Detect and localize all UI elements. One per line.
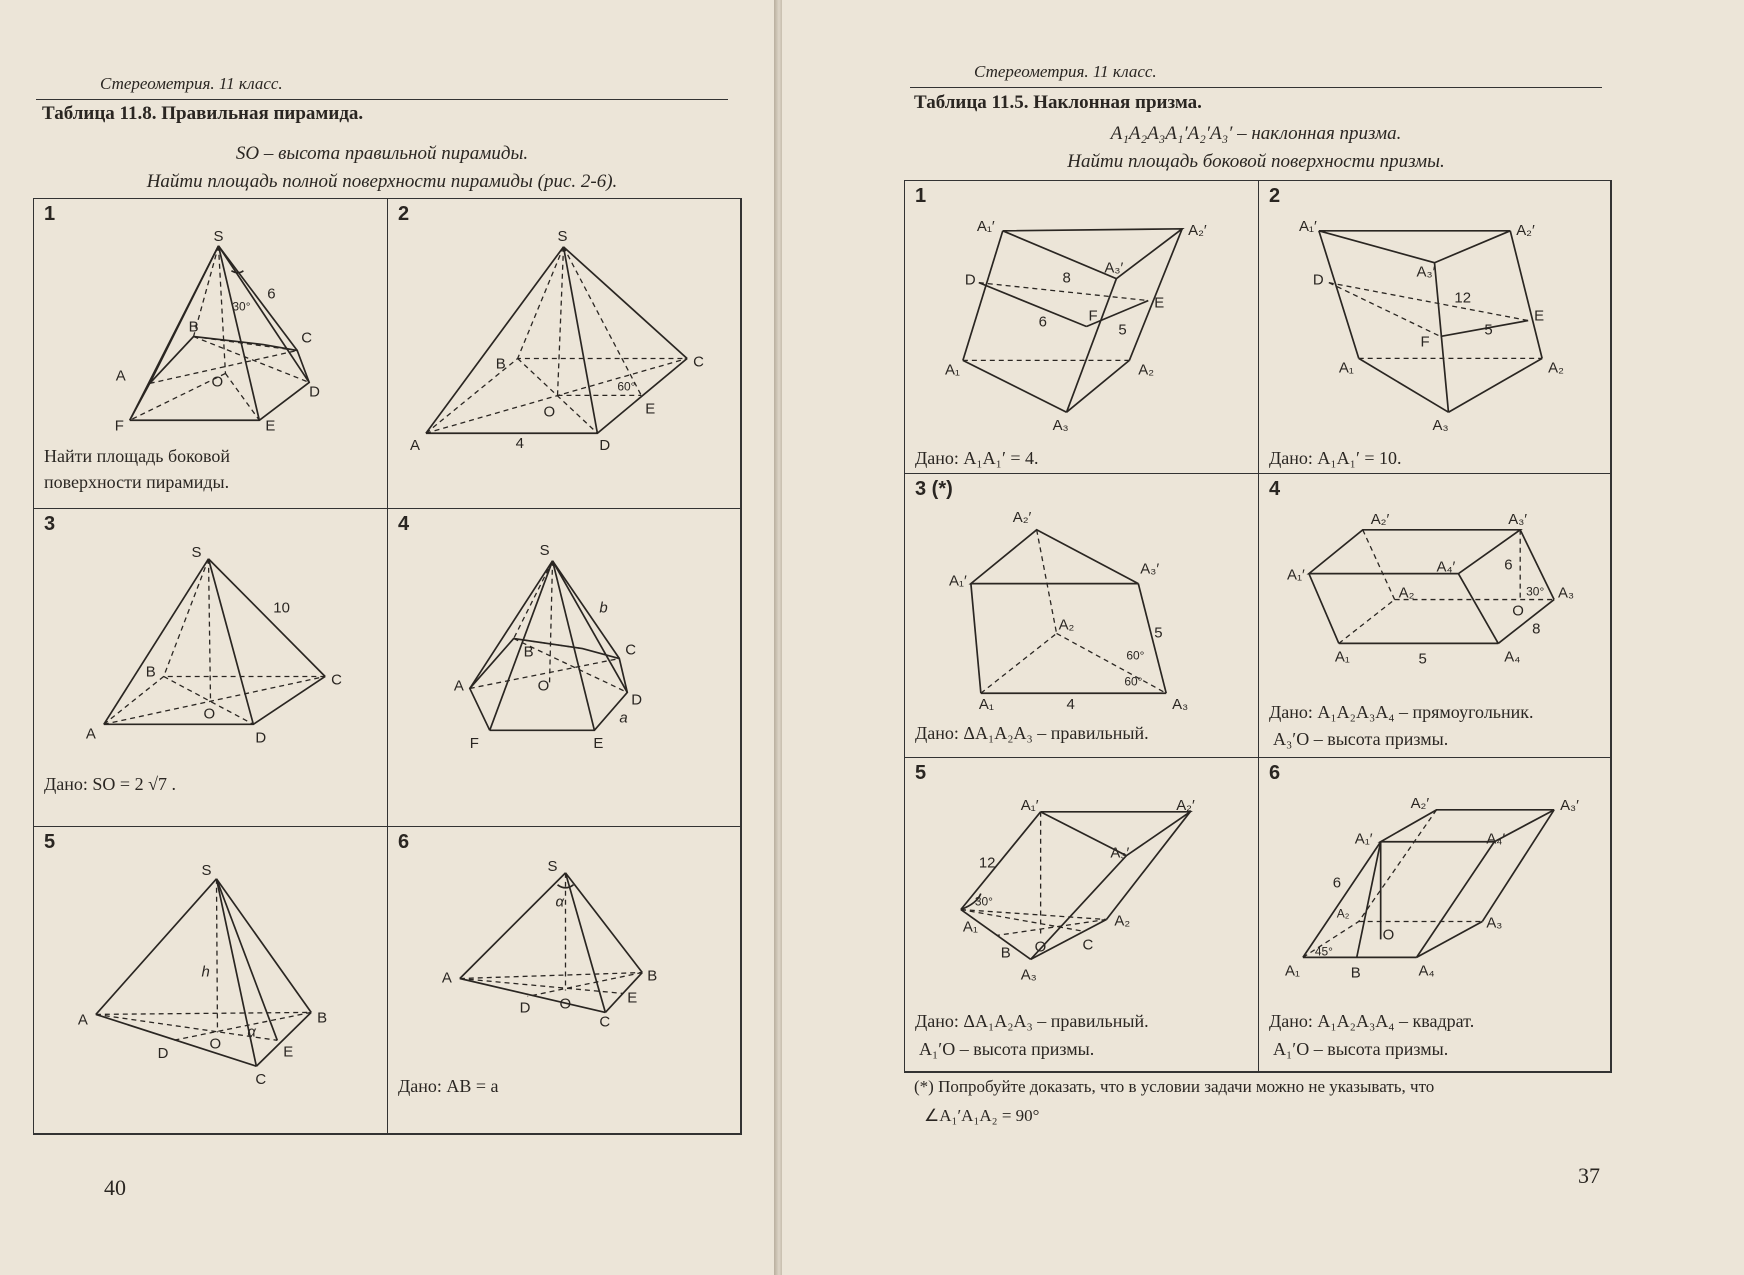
label-A: A — [453, 677, 464, 695]
label-B: B — [1000, 944, 1011, 962]
label-E: E — [627, 989, 638, 1007]
label-S: S — [213, 227, 224, 245]
label-A: A — [115, 367, 126, 385]
label-A4p: A₄′ — [1436, 558, 1456, 576]
label-A1: A₁ — [944, 361, 960, 379]
label-A3p: A₃′ — [1140, 560, 1160, 578]
label-A1p: A₁′ — [1287, 566, 1305, 584]
label-C: C — [331, 671, 342, 689]
cell-number: 6 — [398, 831, 410, 853]
left-cell-3 — [34, 509, 388, 827]
label-F: F — [469, 735, 479, 753]
label-A1p: A₁′ — [948, 572, 967, 590]
cell-note-2: A₁′O – высота призмы. — [1273, 1039, 1449, 1059]
label-C: C — [693, 353, 704, 371]
cell-number: 1 — [44, 203, 56, 225]
footnote-line-1: (*) Попробуйте доказать, что в условии задачи можно не указывать, что — [914, 1077, 1435, 1096]
label-side-4: 4 — [515, 435, 524, 453]
label-A3: A₃ — [1172, 696, 1189, 714]
label-S: S — [201, 861, 212, 879]
label-angle-60-top: 60° — [1126, 648, 1145, 663]
label-A3: A₃ — [1486, 914, 1503, 932]
label-C: C — [255, 1071, 267, 1089]
footnote-line-2: ∠A₁′A₁A₂ = 90° — [924, 1106, 1040, 1125]
label-A: A — [77, 1011, 88, 1029]
left-page-number: 40 — [104, 1175, 126, 1200]
label-F: F — [114, 417, 124, 435]
label-12: 12 — [978, 854, 996, 872]
right-problem-table — [904, 180, 1612, 1073]
cell-number: 2 — [398, 203, 410, 225]
right-cell-1 — [905, 181, 1259, 474]
cell-number: 4 — [1269, 478, 1281, 500]
label-D: D — [255, 729, 267, 747]
label-E: E — [593, 735, 604, 753]
cell-note: Дано: A₁A₂A₃A₄ – прямоугольник. — [1269, 702, 1534, 722]
label-alpha: α — [555, 893, 565, 911]
label-E: E — [1154, 294, 1165, 312]
label-A1: A₁ — [978, 696, 994, 714]
cell-number: 3 — [44, 513, 56, 535]
label-5: 5 — [1118, 321, 1127, 339]
label-8: 8 — [1062, 269, 1071, 287]
left-cell-5 — [34, 827, 388, 1134]
oblique-prism-figure — [1259, 181, 1610, 473]
label-O: O — [537, 677, 550, 695]
right-caption-1: A₁A₂A₃A₁′A₂′A₃′ – наклонная призма. — [1110, 123, 1402, 144]
right-table-title: Таблица 11.5. Наклонная призма. — [914, 92, 1202, 113]
label-O: O — [1382, 926, 1395, 944]
right-page-number: 37 — [1578, 1163, 1600, 1188]
label-O: O — [559, 995, 572, 1013]
left-header-rule — [36, 99, 728, 100]
label-O: O — [209, 1035, 222, 1053]
label-A2: A₂ — [1398, 584, 1415, 602]
label-D: D — [1312, 271, 1324, 289]
label-A1p: A₁′ — [1020, 796, 1039, 814]
label-5: 5 — [1154, 624, 1163, 642]
label-5: 5 — [1418, 650, 1427, 668]
right-cell-3 — [905, 474, 1259, 758]
label-edge-6: 6 — [267, 285, 276, 303]
label-A3: A₃ — [1020, 966, 1037, 984]
label-B: B — [1350, 964, 1361, 982]
label-O: O — [1034, 938, 1047, 956]
cell-note: Найти площадь боковой поверхности пирамиды. — [44, 446, 230, 493]
label-D: D — [599, 437, 611, 455]
label-S: S — [191, 543, 202, 561]
label-E: E — [265, 417, 276, 435]
label-B: B — [188, 318, 199, 336]
right-cell-5 — [905, 758, 1259, 1072]
label-A2p: A₂′ — [1012, 508, 1032, 526]
label-A2p: A₂′ — [1410, 794, 1430, 812]
label-C: C — [1082, 936, 1094, 954]
label-8: 8 — [1532, 620, 1541, 638]
cell-note: Дано: SO = 2 √7 . — [44, 774, 176, 794]
cell-note: Дано: A₁A₁′ = 4. — [915, 448, 1039, 468]
label-A2p: A₂′ — [1188, 221, 1207, 239]
label-S: S — [547, 857, 558, 875]
square-pyramid-figure — [388, 199, 740, 508]
label-C: C — [599, 1013, 611, 1031]
label-4: 4 — [1066, 696, 1075, 714]
label-S: S — [539, 541, 550, 559]
label-C: C — [625, 641, 637, 659]
label-A4: A₄ — [1418, 962, 1435, 980]
label-6: 6 — [1504, 556, 1513, 574]
label-b: b — [599, 599, 608, 617]
label-A3p: A₃′ — [1110, 844, 1130, 862]
right-running-header: Стереометрия. 11 класс. — [974, 62, 1157, 81]
label-A1p: A₁′ — [1298, 217, 1317, 235]
label-O: O — [211, 373, 224, 391]
label-6: 6 — [1038, 313, 1047, 331]
left-table-title: Таблица 11.8. Правильная пирамида. — [42, 103, 364, 124]
label-angle-30: 30° — [974, 894, 993, 909]
left-cell-6 — [388, 827, 741, 1134]
label-A: A — [85, 725, 96, 743]
left-problem-table — [33, 198, 742, 1135]
triangular-pyramid-figure — [34, 827, 387, 1133]
label-angle-30: 30° — [1526, 584, 1545, 599]
label-A2p: A₂′ — [1370, 510, 1390, 528]
label-D: D — [964, 271, 976, 289]
right-cell-4 — [1259, 474, 1611, 758]
label-edge-10: 10 — [273, 599, 290, 617]
label-F: F — [1420, 333, 1430, 351]
label-A3p: A₃′ — [1560, 796, 1579, 814]
label-O: O — [543, 403, 556, 421]
label-A1: A₁ — [1338, 359, 1354, 377]
label-A1: A₁ — [962, 918, 978, 936]
label-D: D — [309, 383, 320, 401]
label-angle-30: 30° — [232, 299, 251, 314]
cell-note: Дано: ΔA₁A₂A₃ – правильный. — [915, 1011, 1149, 1031]
cell-number: 5 — [915, 762, 927, 784]
left-caption-1: SO – высота правильной пирамиды. — [235, 143, 529, 164]
label-F: F — [1088, 307, 1098, 325]
cell-number: 5 — [44, 831, 56, 853]
label-a: a — [619, 709, 628, 727]
label-A1: A₁ — [1334, 648, 1350, 666]
hexagonal-pyramid-figure — [388, 509, 740, 826]
label-A3: A₃ — [1432, 417, 1449, 435]
label-A3p: A₃′ — [1104, 259, 1124, 277]
label-A3p: A₃′ — [1416, 263, 1436, 281]
cell-number: 6 — [1269, 762, 1281, 784]
left-running-header: Стереометрия. 11 класс. — [100, 74, 283, 93]
label-A3p: A₃′ — [1508, 510, 1528, 528]
label-O: O — [203, 705, 216, 723]
label-A3: A₃ — [1558, 584, 1575, 602]
left-caption-2: Найти площадь полной поверхности пирамиды (рис. 2-6). — [146, 171, 618, 192]
right-prism-figure — [905, 474, 1258, 757]
cell-number: 2 — [1269, 185, 1281, 207]
label-B: B — [647, 967, 658, 985]
oblique-prism-figure — [905, 181, 1258, 473]
label-B: B — [495, 355, 506, 373]
label-D: D — [157, 1045, 169, 1063]
label-C: C — [301, 329, 313, 347]
right-cell-6 — [1259, 758, 1611, 1072]
label-A: A — [441, 969, 452, 987]
label-A2: A₂ — [1138, 361, 1155, 379]
label-A4: A₄ — [1504, 648, 1521, 666]
label-A2: A₂ — [1548, 359, 1564, 377]
label-5: 5 — [1484, 321, 1493, 339]
label-S: S — [557, 227, 568, 245]
label-A1p: A₁′ — [976, 217, 995, 235]
label-B: B — [317, 1009, 328, 1027]
cell-note-2: A₃′O – высота призмы. — [1273, 729, 1449, 749]
label-A2: A₂ — [1058, 616, 1075, 634]
cell-number: 3 (*) — [915, 478, 953, 500]
right-cell-2 — [1259, 181, 1611, 474]
label-D: D — [519, 999, 531, 1017]
left-cell-1 — [34, 199, 388, 509]
cell-note: Дано: A₁A₂A₃A₄ – квадрат. — [1269, 1011, 1475, 1031]
label-angle-60: 60° — [617, 379, 636, 394]
cell-number: 1 — [915, 185, 927, 207]
label-6: 6 — [1332, 874, 1342, 892]
label-A1p: A₁′ — [1354, 830, 1373, 848]
label-B: B — [523, 643, 534, 661]
label-A2p: A₂′ — [1176, 796, 1195, 814]
label-B: B — [145, 663, 156, 681]
label-A2: A₂ — [1114, 912, 1131, 930]
right-header-rule — [910, 87, 1602, 88]
label-E: E — [645, 400, 656, 418]
label-O: O — [1512, 602, 1524, 620]
label-h: h — [201, 963, 210, 981]
label-alpha: α — [247, 1023, 256, 1041]
label-A2p: A₂′ — [1516, 221, 1535, 239]
cell-note: Дано: AB = a — [398, 1076, 499, 1096]
label-12: 12 — [1454, 289, 1472, 307]
left-cell-2 — [388, 199, 741, 509]
label-A: A — [409, 437, 420, 455]
cell-note: Дано: A₁A₁′ = 10. — [1269, 448, 1402, 468]
label-A4p: A₄′ — [1486, 830, 1506, 848]
label-A1: A₁ — [1284, 962, 1300, 980]
label-E: E — [1534, 307, 1545, 325]
label-angle-45: 45° — [1314, 944, 1333, 959]
left-cell-4 — [388, 509, 741, 827]
label-A2: A₂ — [1336, 906, 1350, 921]
cell-note: Дано: ΔA₁A₂A₃ – правильный. — [915, 723, 1149, 743]
cell-number: 4 — [398, 513, 410, 535]
label-E: E — [283, 1043, 294, 1061]
cell-note-2: A₁′O – высота призмы. — [919, 1039, 1095, 1059]
right-caption-2: Найти площадь боковой поверхности призмы. — [1067, 151, 1445, 172]
label-A3: A₃ — [1052, 417, 1069, 435]
label-D: D — [631, 691, 643, 709]
label-angle-60-bottom: 60° — [1124, 674, 1143, 689]
